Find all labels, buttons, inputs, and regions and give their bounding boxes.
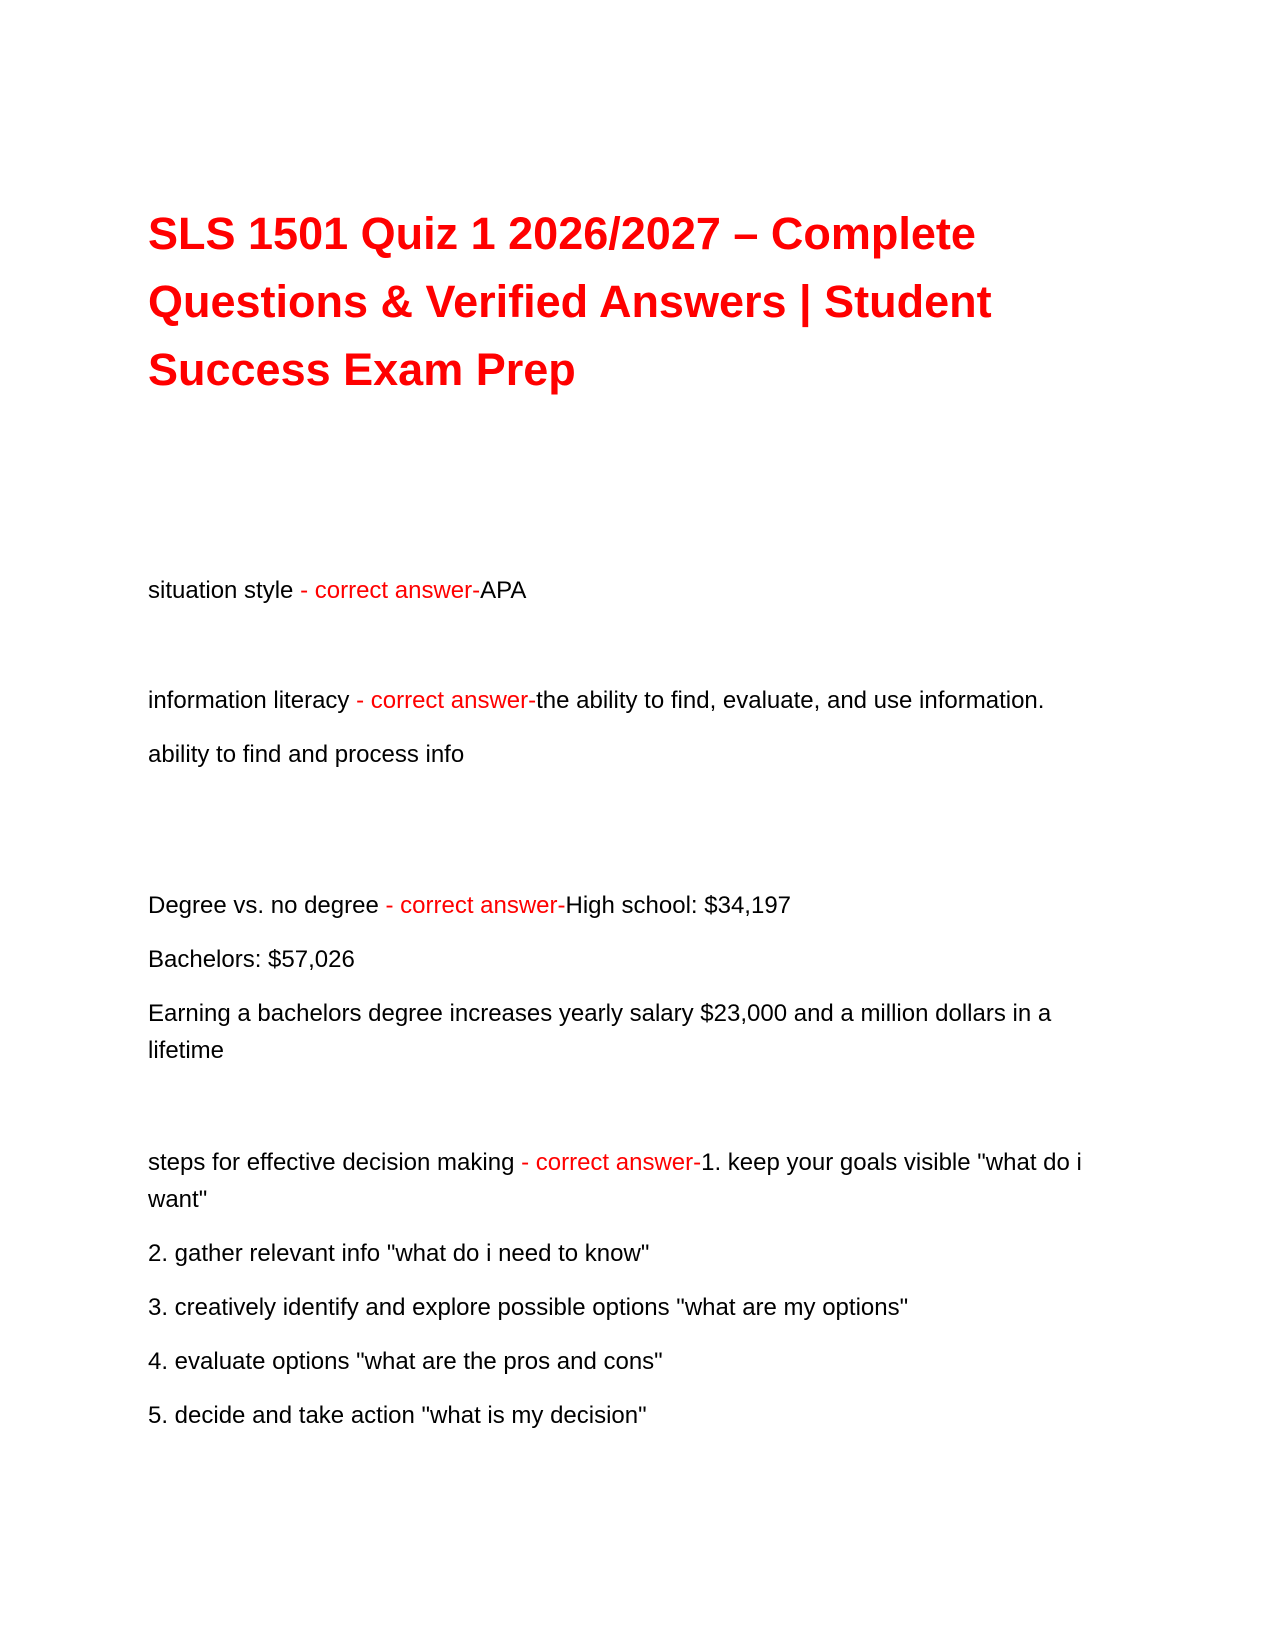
qa-entry (148, 572, 1128, 609)
answer-extra-line: 3. creatively identify and explore possible options "what are my options" (148, 1294, 909, 1321)
qa-line (148, 572, 1128, 609)
answer-text: the ability to find, evaluate, and use information. (536, 687, 1045, 714)
question-term: Degree vs. no degree (148, 892, 379, 919)
answer-extra-line: 2. gather relevant info "what do i need to know" (148, 1240, 650, 1267)
qa-entry (148, 1144, 1128, 1434)
answer-extra-line: 5. decide and take action "what is my decision" (148, 1402, 647, 1429)
answer-extra-line: ability to find and process info (148, 741, 465, 768)
answer-separator: - correct answer- (349, 687, 537, 714)
answer-extra-line: Earning a bachelors degree increases yearly salary $23,000 and a million dollars in a lifetime (148, 1000, 1052, 1064)
answer-text: APA (480, 577, 527, 604)
question-term: steps for effective decision making (148, 1149, 515, 1176)
qa-entry (148, 682, 1128, 773)
qa-line (148, 887, 1128, 924)
question-term: situation style (148, 577, 294, 604)
qa-entry (148, 887, 1128, 1069)
qa-line (148, 1144, 1128, 1218)
document-title: SLS 1501 Quiz 1 2026/2027 – Complete Questions & Verified Answers | Student Success Exam Prep (148, 208, 992, 395)
answer-extra-line: 4. evaluate options "what are the pros and cons" (148, 1348, 663, 1375)
answer-text: 1. keep your goals visible "what do i want" (148, 1149, 1082, 1213)
qa-line (148, 682, 1128, 719)
answer-separator: - correct answer- (378, 892, 566, 919)
question-term: information literacy (148, 687, 350, 714)
answer-extra-line: Bachelors: $57,026 (148, 946, 355, 973)
answer-separator: - correct answer- (514, 1149, 702, 1176)
answer-separator: - correct answer- (293, 577, 481, 604)
answer-text: High school: $34,197 (565, 892, 792, 919)
